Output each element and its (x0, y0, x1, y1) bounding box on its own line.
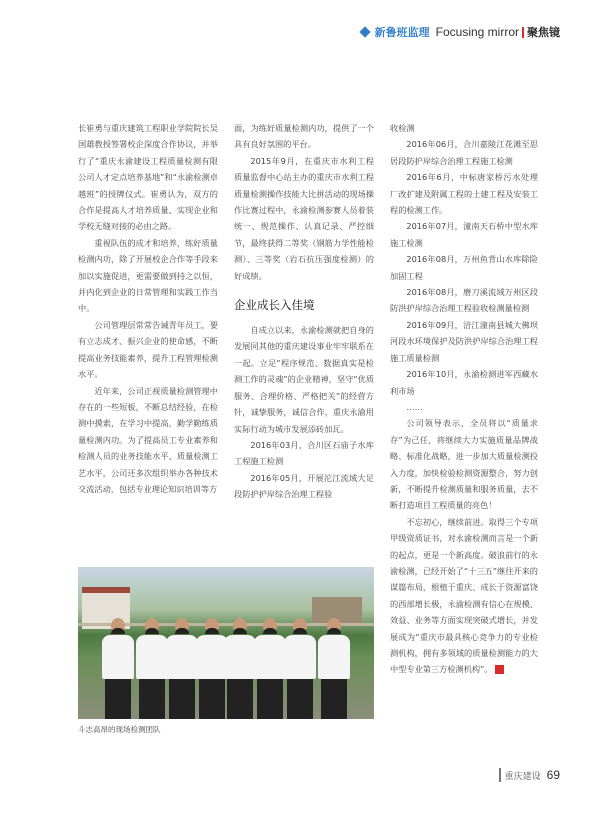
paragraph: 2016年03月，合川区石庙子水库工程施工检测 (234, 439, 374, 467)
footer-divider (499, 768, 501, 782)
paragraph: 2016年05月，开展沱江流域大足段防护护岸综合治理工程验 (234, 472, 374, 500)
running-header (361, 24, 560, 40)
person-figure (254, 628, 286, 719)
paragraph (390, 514, 538, 678)
paragraph: 收检测 (390, 123, 415, 133)
paragraph: 2016年6月，中标唐家桥污水处理厂改扩建及附属工程的土建工程及安装工程的检测工作。 (390, 172, 538, 216)
person-figure (284, 628, 316, 719)
column-title-english: Focusing mirror (435, 25, 519, 39)
paragraph: 近年来，公司正视质量检测管理中存在的一些短板，不断总结经验，在检测中摸索，在学习中提高，勤学勤练质量检测内功。为了提高员工专业素养和检测人员的业务技能水平、质量检测工艺水平，公司还多次组织举办各种技术交流活动，包括专业理论知识培训等方 (78, 385, 218, 494)
paragraph: 2016年08月，万州鱼背山水库除险加固工程 (390, 254, 538, 281)
person-figure (166, 628, 198, 719)
paragraph: 2016年08月，磨刀溪流域万州区段防洪护岸综合治理工程验收检测量检测 (390, 287, 538, 314)
paragraph: …… (406, 401, 423, 412)
paragraph: 2016年10月，永渝检测进军西藏水利市场 (390, 369, 538, 396)
person-figure (136, 628, 168, 719)
paragraph: 自成立以来，永渝检测就把自身的发展同其他的重庆建设事业牢牢联系在一起。立足“程序规范、数据真实是检测工作的灵魂”的企业精神，坚守“优质服务、合理价格、严格把关”的经营方针，诚挚服务，诚信合作，重庆永渝用实际行动为城市发展添砖加瓦。 (234, 325, 374, 434)
paragraph: 2015年9月，在重庆市水利工程质量监督中心站主办的重庆市水利工程质量检测操作技能大比拼活动的现场操作比赛过程中，永渝检测参赛人员着装统一、规范操作、认真记录、严控细节，最终获得二等奖（钢筋力学性能检测）、三等奖（岩石抗压强度检测）的好成绩。 (234, 155, 374, 281)
page-number: 69 (546, 768, 560, 782)
paragraph: 公司领导表示，全员将以“质量求存”为己任，将继续大力实施质量品牌战略、标准化战略，进一步加大质量检测投入力度，加快检验检测资源整合，努力创新，不断提升检测质量和服务质量，去不断打造项目工程质量的亮色！ (390, 418, 538, 511)
paragraph: 面，为练好质量检测内功，提供了一个具有良好氛围的平台。 (234, 123, 374, 150)
paragraph: 公司管理层常常告诫青年员工，要有立志成才、振兴企业的使命感，不断提高业务技能素养，提升工程管理检测水平。 (78, 319, 218, 380)
diamond-icon (359, 26, 370, 37)
paragraph: 重视队伍的成才和培养，练好质量检测内功，除了开展校企合作等手段来加以实施促进，更需要做到持之以恒，并内化到企业的日常管理和实践工作当中。 (78, 237, 218, 314)
article-column-2 (234, 120, 374, 503)
paragraph: 2016年06月，合川嘉陵江花滩至思居段防护岸综合治理工程施工检测 (390, 139, 538, 166)
magazine-name: 重庆建设 (504, 771, 541, 782)
article-column-3 (390, 120, 538, 678)
column-title: 新鲁班监理 (374, 26, 430, 39)
section-heading: 企业成长入佳境 (234, 298, 315, 313)
paragraph: 长崔勇与重庆建筑工程职业学院院长吴国雄教授签署校企深度合作协议，并举行了“重庆永渝建设工程质量检测有限公司人才定点培养基地”和“永渝检测卓越班”的授牌仪式。崔勇认为，双方的合作是提高人才培养质量、实现企业和学校无缝对接的必由之路。 (78, 123, 218, 232)
team-photo (78, 567, 374, 719)
closing-paragraph-text: 不忘初心，继续前进。取得三个专项甲级资质证书，对永渝检测而言是一个新的起点，更是一个新高度。破浪前行的永渝检测，已经开始了“十三五”继往开来的谋篇布局，根植于重庆、成长于资源富饶的西部增长极，永渝检测有信心在规模、效益、业务等方面实现突破式增长，并发展成为“重庆市最具核心竞争力的专业检测机构，拥有多领域的质量检测能力的大中型专业第三方检测机构”。 (390, 516, 538, 675)
paragraph: 2016年09月，涪江潼南县城大佛坝河段水环境保护及防洪护岸综合治理工程施工质量检测 (390, 319, 538, 363)
person-figure (318, 628, 350, 719)
page-footer (499, 768, 560, 782)
column-subtitle: 聚焦镜 (527, 26, 560, 39)
photo-caption: 斗志高昂的现场检测团队 (78, 725, 161, 734)
person-figure (102, 628, 134, 719)
article-column-1 (78, 120, 218, 497)
person-figure (224, 628, 256, 719)
paragraph: 2016年07月，潼南天石桥中型水库施工检测 (390, 221, 538, 248)
article-end-icon (495, 665, 504, 674)
header-divider (522, 27, 524, 38)
